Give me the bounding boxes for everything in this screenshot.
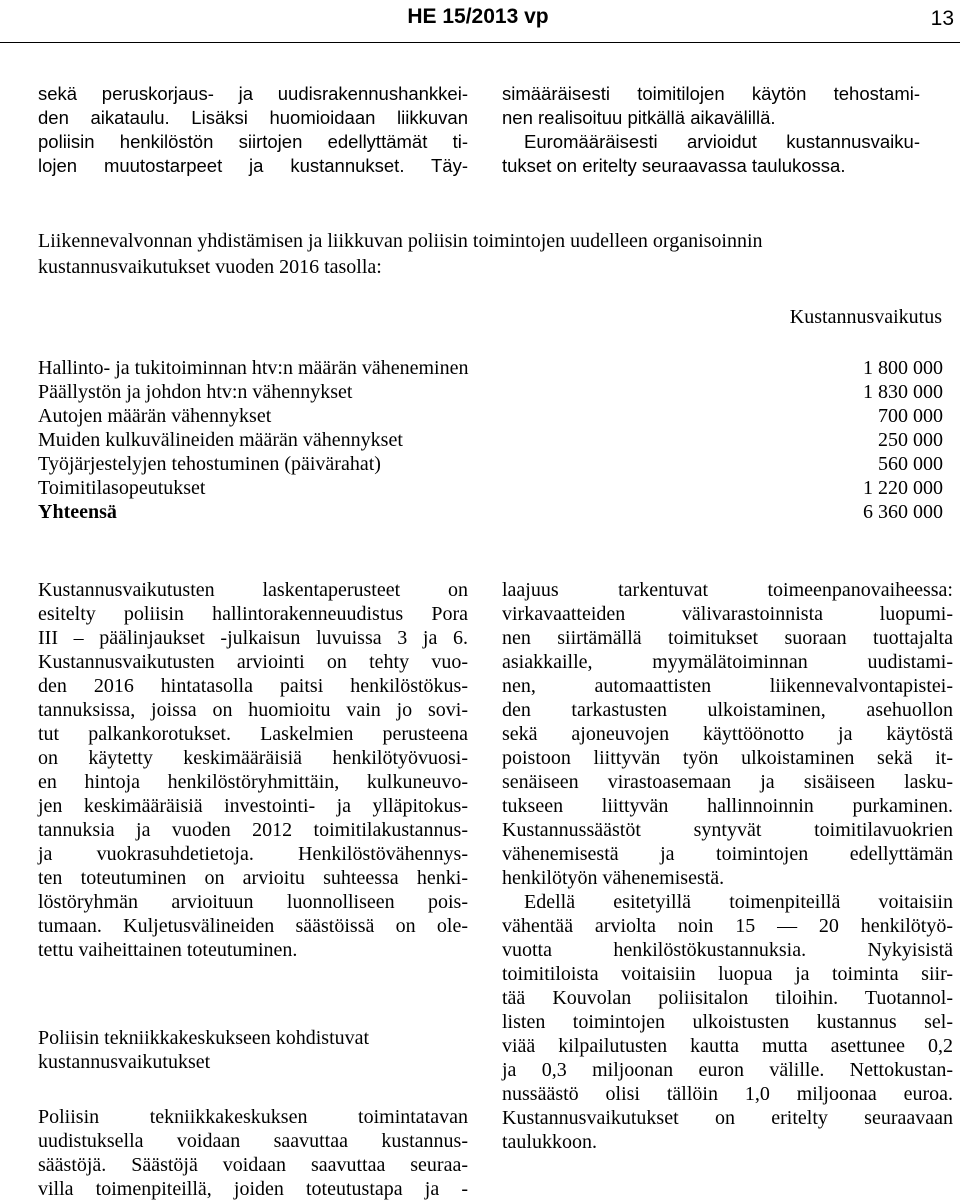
row-amount: 1 830 000 [863,381,943,403]
table-row [38,380,943,404]
text-line: sekä peruskorjaus- ja uudisrakennushankkei- [38,83,468,104]
section-heading [38,1026,468,1074]
text-line: listen toimintojen ulkoistusten kustannus sel- [502,1011,953,1033]
total-amount: 6 360 000 [863,501,943,523]
column-header-cost-impact: Kustannusvaikutus [789,306,942,328]
text-line: tumaan. Kuljetusvälineiden säästöissä on ole- [38,915,468,937]
text-line: Kustannussäästöt syntyvät toimitilavuokrien [502,819,953,841]
text-line: simääräisesti toimitilojen käytön tehostami- [502,83,920,104]
text-line: toimitiloista voitaisiin luopua ja toiminta siir- [502,963,953,985]
row-label: Hallinto- ja tukitoiminnan htv:n määrän väheneminen [38,357,469,379]
text-line: lojen muutostarpeet ja kustannukset. Täy- [38,155,468,176]
cost-impact-table [38,356,943,524]
row-amount: 1 800 000 [863,357,943,379]
table-row [38,428,943,452]
text-line: nen, automaattisten liikennevalvontapistei- [502,675,953,697]
text-line: on käytetty keskimääräisiä henkilötyövuosi- [38,747,468,769]
text-line: vähenemisestä ja toimintojen edellyttämän [502,843,953,865]
text-line: poistoon liittyvän työn ulkoistaminen sekä it- [502,747,953,769]
table-row [38,476,943,500]
header-divider [0,42,960,43]
text-line: kustannusvaikutukset vuoden 2016 tasolla: [38,256,382,278]
text-line: ja 0,3 miljoonan euron välille. Nettokustan- [502,1059,953,1081]
row-label: Toimitilasopeutukset [38,477,206,499]
text-line: Euromääräisesti arvioidut kustannusvaiku- [524,131,920,152]
table-heading [38,228,943,280]
text-line: en hintoja henkilöstöryhmittäin, kulkuneuvo- [38,771,468,793]
text-line: laajuus tarkentuvat toimeenpanovaiheessa: [502,579,953,601]
text-line: Poliisin tekniikkakeskukseen kohdistuvat [38,1027,370,1049]
row-amount: 700 000 [878,405,943,427]
total-label: Yhteensä [38,501,117,523]
bottom-left-paragraph-2 [38,1105,468,1201]
text-line: jen keskimääräisiä investointi- ja ylläpitokus- [38,795,468,817]
text-line: nussäästö olisi tällöin 1,0 miljoonaa euroa. [502,1083,953,1105]
row-label: Päällystön ja johdon htv:n vähennykset [38,381,353,403]
row-amount: 250 000 [878,429,943,451]
text-line: sekä ajoneuvojen käyttöönotto ja käytöstä [502,723,953,745]
text-line: nen siirtämällä toimitukset suoraan tuottajalta [502,627,953,649]
table-total-row [38,500,943,524]
text-line: tannuksissa, joissa on huomioitu vain jo sovi- [38,699,468,721]
text-line: Poliisin tekniikkakeskuksen toimintatavan [38,1106,468,1128]
text-line: tut palkankorotukset. Laskelmien perusteena [38,723,468,745]
text-line: III – päälinjaukset -julkaisun luvuissa 3 ja 6. [38,627,468,649]
text-line: den tarkastusten ulkoistaminen, asehuollon [502,699,953,721]
text-line: tukset on eritelty seuraavassa taulukossa. [502,155,846,176]
text-line: ten toteutuminen on arvioitu suhteessa henki- [38,867,468,889]
text-line: ja vuokrasuhdetietoja. Henkilöstövähennys- [38,843,468,865]
text-line: Kustannusvaikutusten arviointi on tehty vuo- [38,651,468,673]
text-line: tukseen liittyvän hallinnoinnin purkaminen. [502,795,953,817]
text-line: taulukkoon. [502,1131,597,1153]
row-label: Autojen määrän vähennykset [38,405,272,427]
top-right-paragraph [502,82,920,178]
table-row [38,452,943,476]
text-line: vuotta henkilöstökustannuksia. Nykyisistä [502,939,953,961]
text-line: uudistuksella voidaan saavuttaa kustannus- [38,1130,468,1152]
text-line: viää kilpailutusten kautta mutta asettunee 0,2 [502,1035,953,1057]
row-label: Työjärjestelyjen tehostuminen (päivärahat) [38,453,381,475]
row-label: Muiden kulkuvälineiden määrän vähennykset [38,429,403,451]
table-row [38,404,943,428]
text-line: villa toimenpiteillä, joiden toteutustapa ja - [38,1178,468,1200]
text-line: Kustannusvaikutukset on eritelty seuraavaan [502,1107,953,1129]
text-line: nen realisoituu pitkällä aikavälillä. [502,107,776,128]
document-id: HE 15/2013 vp [407,5,549,28]
text-line: Liikennevalvonnan yhdistämisen ja liikkuvan poliisin toimintojen uudelleen organisoinnin [38,230,763,252]
text-line: esitelty poliisin hallintorakenneuudistus Pora [38,603,468,625]
text-line: tettu vaiheittainen toteutuminen. [38,939,298,961]
text-line: tää Kouvolan poliisitalon tiloihin. Tuotannol- [502,987,953,1009]
row-amount: 1 220 000 [863,477,943,499]
table-row [38,356,943,380]
row-amount: 560 000 [878,453,943,475]
bottom-right-paragraph [502,578,953,1154]
text-line: säästöjä. Säästöjä voidaan saavuttaa seuraa- [38,1154,468,1176]
text-line: henkilötyön vähenemisestä. [502,867,725,889]
text-line: Kustannusvaikutusten laskentaperusteet on [38,579,468,601]
text-line: kustannusvaikutukset [38,1051,211,1073]
text-line: vähentää arviolta noin 15 — 20 henkilötyö- [502,915,953,937]
bottom-left-paragraph [38,578,468,962]
text-line: löstöryhmän arvioituun luonnolliseen pois- [38,891,468,913]
text-line: asiakkaille, myymälätoiminnan uudistami- [502,651,953,673]
text-line: senäiseen virastoasemaan ja sisäiseen lasku- [502,771,953,793]
text-line: tannuksia ja vuoden 2012 toimitilakustannus- [38,819,468,841]
text-line: poliisin henkilöstön siirtojen edellyttämät ti- [38,131,468,152]
top-left-paragraph [38,82,468,178]
text-line: den aikataulu. Lisäksi huomioidaan liikkuvan [38,107,468,128]
page-number: 13 [930,7,954,30]
text-line: Edellä esitetyillä toimenpiteillä voitaisiin [524,891,953,913]
text-line: den 2016 hintatasolla paitsi henkilöstökus- [38,675,468,697]
text-line: virkavaatteiden välivarastoinnista luopumi- [502,603,953,625]
